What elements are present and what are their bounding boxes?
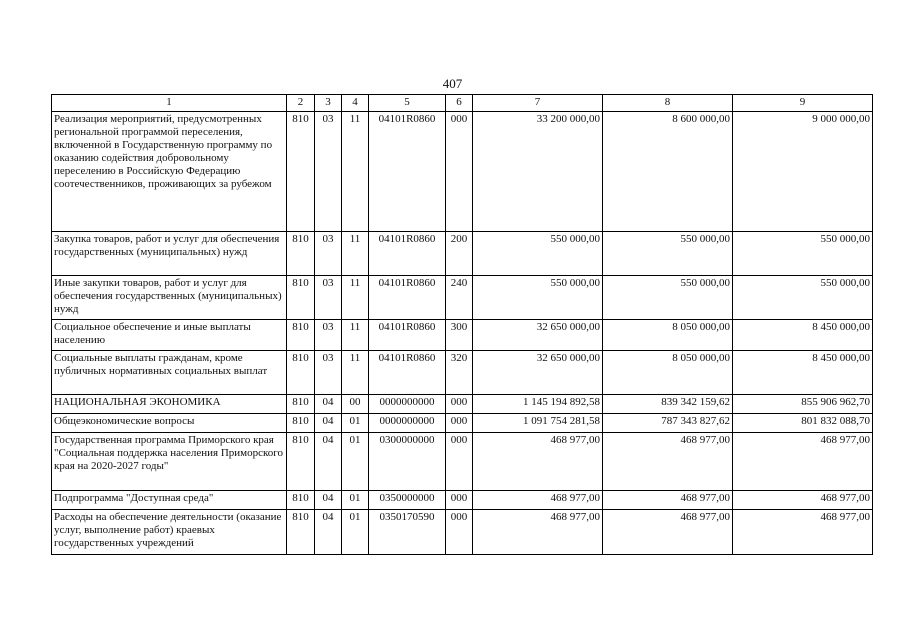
subsection-code: 11: [342, 112, 369, 232]
budget-table: [51, 94, 873, 555]
target-article-code: 04101R0860: [369, 351, 446, 395]
amount-col-7: 1 145 194 892,58: [473, 395, 603, 414]
header-row: [52, 95, 873, 112]
subsection-code: 11: [342, 276, 369, 320]
section-code: 03: [315, 320, 342, 351]
subsection-code: 01: [342, 433, 369, 491]
amount-col-7: 468 977,00: [473, 433, 603, 491]
section-code: 03: [315, 276, 342, 320]
target-article-code: 0000000000: [369, 395, 446, 414]
expense-type-code: 000: [446, 491, 473, 510]
subsection-code: 00: [342, 395, 369, 414]
item-name: Социальные выплаты гражданам, кроме публичных нормативных социальных выплат: [52, 351, 287, 395]
table-row: [52, 414, 873, 433]
ministry-code: 810: [287, 414, 315, 433]
expense-type-code: 320: [446, 351, 473, 395]
amount-col-9: 801 832 088,70: [733, 414, 873, 433]
amount-col-8: 468 977,00: [603, 510, 733, 555]
target-article-code: 0350000000: [369, 491, 446, 510]
amount-col-7: 32 650 000,00: [473, 320, 603, 351]
expense-type-code: 300: [446, 320, 473, 351]
table-row: [52, 395, 873, 414]
target-article-code: 0300000000: [369, 433, 446, 491]
subsection-code: 01: [342, 414, 369, 433]
amount-col-9: 550 000,00: [733, 276, 873, 320]
amount-col-8: 8 600 000,00: [603, 112, 733, 232]
section-code: 03: [315, 232, 342, 276]
amount-col-8: 550 000,00: [603, 276, 733, 320]
ministry-code: 810: [287, 491, 315, 510]
amount-col-8: 8 050 000,00: [603, 351, 733, 395]
item-name: Государственная программа Приморского края "Социальная поддержка населения Приморского края на 2020-2027 годы": [52, 433, 287, 491]
header-col-9: 9: [733, 95, 873, 112]
amount-col-8: 787 343 827,62: [603, 414, 733, 433]
subsection-code: 11: [342, 351, 369, 395]
target-article-code: 04101R0860: [369, 232, 446, 276]
amount-col-9: 8 450 000,00: [733, 351, 873, 395]
ministry-code: 810: [287, 320, 315, 351]
amount-col-7: 468 977,00: [473, 491, 603, 510]
table-row: [52, 351, 873, 395]
expense-type-code: 000: [446, 395, 473, 414]
item-name: Иные закупки товаров, работ и услуг для обеспечения государственных (муниципальных) нужд: [52, 276, 287, 320]
item-name: НАЦИОНАЛЬНАЯ ЭКОНОМИКА: [52, 395, 287, 414]
item-name: Реализация мероприятий, предусмотренных региональной программой переселения, включенной в Государственную программу по оказанию содействия добровольному переселению в Российскую Федерацию соотечественников, проживающих за рубежом: [52, 112, 287, 232]
header-col-2: 2: [287, 95, 315, 112]
ministry-code: 810: [287, 276, 315, 320]
amount-col-8: 8 050 000,00: [603, 320, 733, 351]
item-name: Подпрограмма "Доступная среда": [52, 491, 287, 510]
expense-type-code: 240: [446, 276, 473, 320]
amount-col-9: 468 977,00: [733, 433, 873, 491]
item-name: Общеэкономические вопросы: [52, 414, 287, 433]
section-code: 03: [315, 351, 342, 395]
subsection-code: 11: [342, 232, 369, 276]
amount-col-9: 468 977,00: [733, 491, 873, 510]
table-row: [52, 491, 873, 510]
target-article-code: 04101R0860: [369, 112, 446, 232]
subsection-code: 11: [342, 320, 369, 351]
amount-col-8: 839 342 159,62: [603, 395, 733, 414]
section-code: 04: [315, 433, 342, 491]
target-article-code: 0000000000: [369, 414, 446, 433]
header-col-1: 1: [52, 95, 287, 112]
amount-col-9: 8 450 000,00: [733, 320, 873, 351]
amount-col-7: 468 977,00: [473, 510, 603, 555]
header-col-5: 5: [369, 95, 446, 112]
amount-col-9: 855 906 962,70: [733, 395, 873, 414]
table-row: [52, 276, 873, 320]
expense-type-code: 200: [446, 232, 473, 276]
section-code: 04: [315, 414, 342, 433]
expense-type-code: 000: [446, 433, 473, 491]
section-code: 04: [315, 491, 342, 510]
table-row: [52, 112, 873, 232]
table-row: [52, 320, 873, 351]
header-col-8: 8: [603, 95, 733, 112]
amount-col-7: 32 650 000,00: [473, 351, 603, 395]
ministry-code: 810: [287, 351, 315, 395]
target-article-code: 04101R0860: [369, 320, 446, 351]
amount-col-8: 468 977,00: [603, 491, 733, 510]
header-col-3: 3: [315, 95, 342, 112]
page-number: 407: [442, 76, 463, 91]
header-col-6: 6: [446, 95, 473, 112]
amount-col-7: 550 000,00: [473, 276, 603, 320]
amount-col-8: 550 000,00: [603, 232, 733, 276]
subsection-code: 01: [342, 491, 369, 510]
item-name: Закупка товаров, работ и услуг для обеспечения государственных (муниципальных) нужд: [52, 232, 287, 276]
section-code: 04: [315, 510, 342, 555]
table-row: [52, 433, 873, 491]
header-col-4: 4: [342, 95, 369, 112]
amount-col-8: 468 977,00: [603, 433, 733, 491]
amount-col-7: 1 091 754 281,58: [473, 414, 603, 433]
amount-col-9: 550 000,00: [733, 232, 873, 276]
expense-type-code: 000: [446, 510, 473, 555]
ministry-code: 810: [287, 510, 315, 555]
target-article-code: 04101R0860: [369, 276, 446, 320]
ministry-code: 810: [287, 395, 315, 414]
section-code: 03: [315, 112, 342, 232]
ministry-code: 810: [287, 433, 315, 491]
amount-col-9: 9 000 000,00: [733, 112, 873, 232]
ministry-code: 810: [287, 232, 315, 276]
ministry-code: 810: [287, 112, 315, 232]
section-code: 04: [315, 395, 342, 414]
amount-col-9: 468 977,00: [733, 510, 873, 555]
item-name: Расходы на обеспечение деятельности (оказание услуг, выполнение работ) краевых государственных учреждений: [52, 510, 287, 555]
header-col-7: 7: [473, 95, 603, 112]
amount-col-7: 33 200 000,00: [473, 112, 603, 232]
subsection-code: 01: [342, 510, 369, 555]
target-article-code: 0350170590: [369, 510, 446, 555]
expense-type-code: 000: [446, 112, 473, 232]
item-name: Социальное обеспечение и иные выплаты населению: [52, 320, 287, 351]
amount-col-7: 550 000,00: [473, 232, 603, 276]
expense-type-code: 000: [446, 414, 473, 433]
table-row: [52, 232, 873, 276]
table-row: [52, 510, 873, 555]
